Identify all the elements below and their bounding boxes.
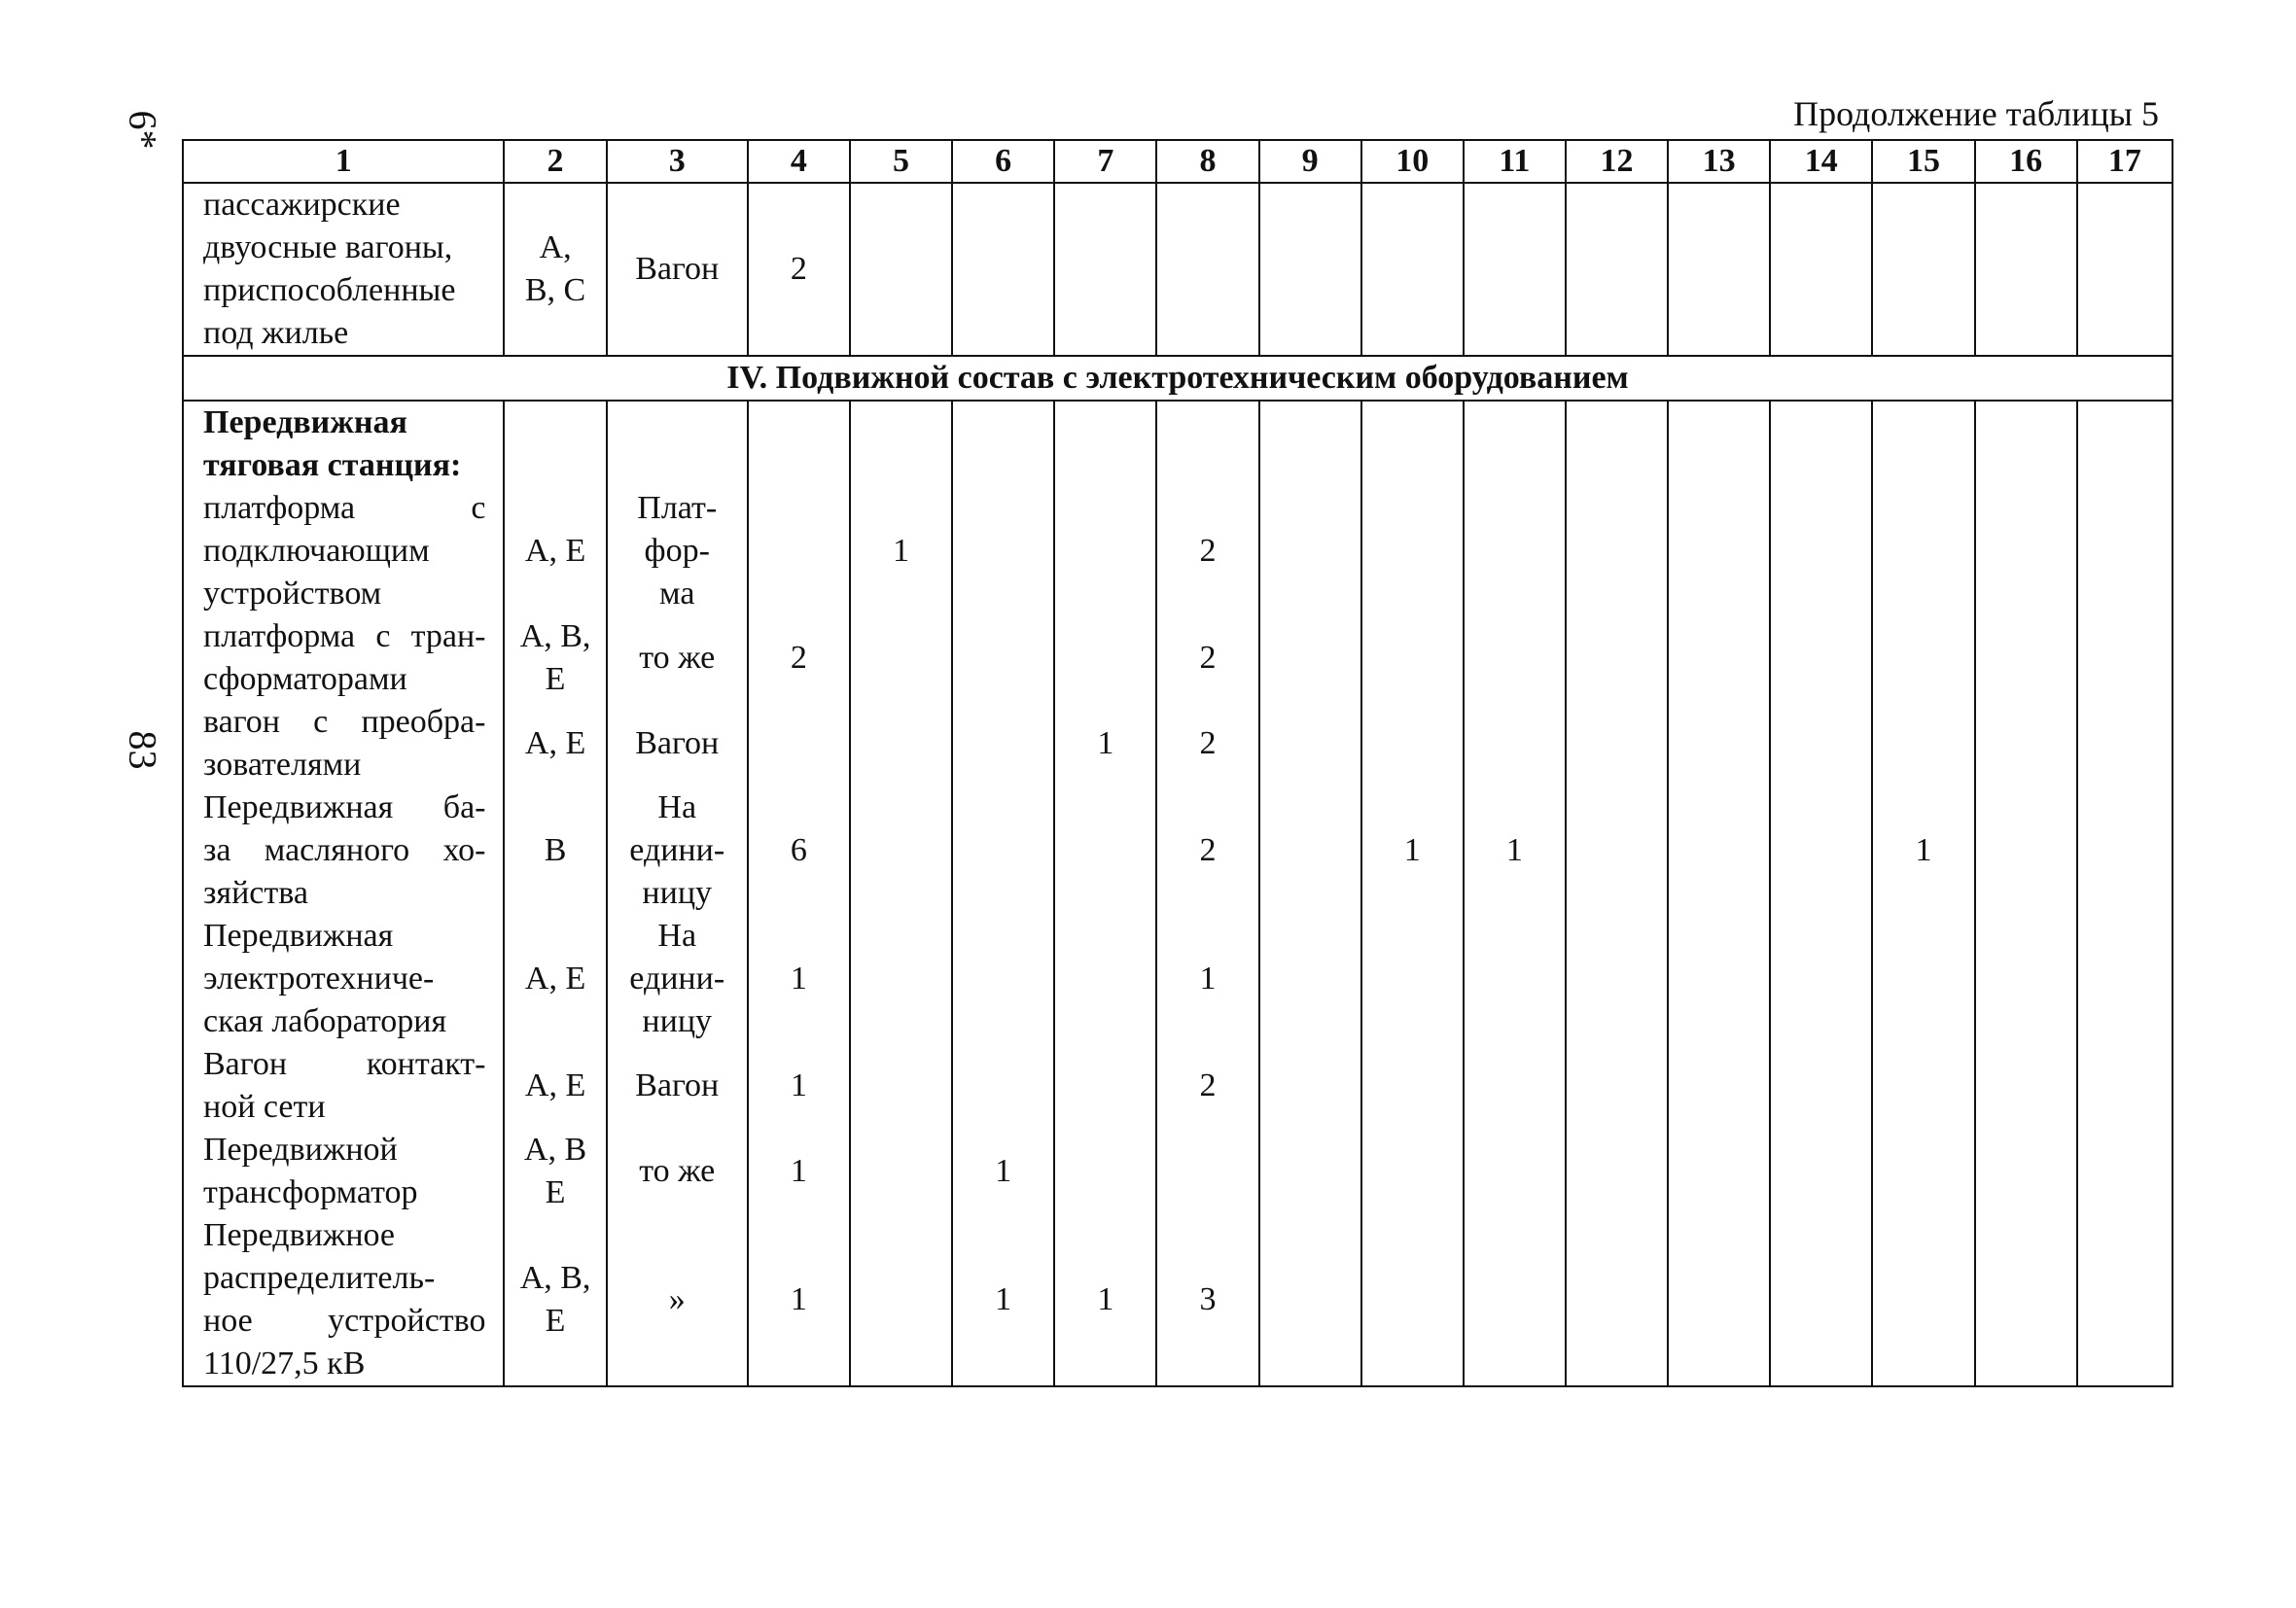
item-value <box>851 487 951 615</box>
item-value <box>749 1214 849 1385</box>
item-value <box>1976 487 2076 615</box>
item-value <box>1055 915 1155 1043</box>
item-value <box>1465 487 1565 615</box>
value-text: 6 <box>790 832 807 868</box>
item-value <box>1669 487 1769 615</box>
item-value <box>1567 1043 1667 1129</box>
name-line: ной сети <box>203 1089 326 1125</box>
item-value <box>1669 915 1769 1043</box>
value-column-7 <box>1054 401 1156 1386</box>
item-value <box>953 701 1053 787</box>
item-value <box>1157 787 1257 915</box>
item-value <box>1771 701 1871 787</box>
item-value <box>1567 615 1667 701</box>
unit-line: то же <box>639 1153 716 1189</box>
item-value <box>749 787 849 915</box>
item-unit <box>608 1214 747 1385</box>
value-column-15 <box>1872 401 1974 1386</box>
code-line: А, Е <box>524 725 586 761</box>
unit-line: Плат- <box>637 490 718 526</box>
item-value <box>953 787 1053 915</box>
name-line: 110/27,5 кВ <box>203 1346 366 1381</box>
item-value <box>1362 1214 1463 1385</box>
item-value <box>1976 1043 2076 1129</box>
item-value <box>1771 615 1871 701</box>
item-value <box>1771 915 1871 1043</box>
column-header-15: 15 <box>1872 140 1974 183</box>
item-value <box>1362 615 1463 701</box>
item-value <box>1771 1129 1871 1214</box>
item-value <box>1157 1129 1257 1214</box>
item-value <box>1260 915 1360 1043</box>
item-value <box>1260 1043 1360 1129</box>
item-value <box>1873 1214 1973 1385</box>
value-text: 1 <box>1403 832 1421 868</box>
item-value <box>1771 1214 1871 1385</box>
item-value <box>1873 915 1973 1043</box>
column-header-11: 11 <box>1464 140 1566 183</box>
item-value <box>1976 1129 2076 1214</box>
unit-line: Вагон <box>635 1067 720 1103</box>
name-line: платформа с тран- <box>203 618 486 654</box>
name-line: ное устройство <box>203 1303 486 1339</box>
code-cell <box>504 183 606 356</box>
item-value <box>1669 1214 1769 1385</box>
item-value <box>851 701 951 787</box>
item-value <box>2078 487 2172 615</box>
unit-line: Вагон <box>635 725 720 761</box>
column-header-9: 9 <box>1259 140 1361 183</box>
value-text: 2 <box>1199 533 1217 569</box>
column-header-3: 3 <box>607 140 748 183</box>
page-number: 83 <box>121 730 165 770</box>
name-line: электротехниче- <box>203 961 435 996</box>
unit-line: На <box>657 918 697 954</box>
item-value <box>1976 615 2076 701</box>
code-line: А, Е <box>524 1067 586 1103</box>
item-value <box>953 615 1053 701</box>
group-title-line: тяговая станция: <box>203 447 462 483</box>
row-name-cell <box>183 401 504 1386</box>
value-text: 1 <box>893 533 910 569</box>
value-text: 2 <box>1199 1067 1217 1103</box>
item-value <box>1873 787 1973 915</box>
name-line: за масляного хо- <box>203 832 486 868</box>
name-line: подключающим <box>203 533 430 569</box>
column-header-7: 7 <box>1054 140 1156 183</box>
code-text: А, В, С <box>524 229 586 308</box>
value-column-4 <box>748 401 850 1386</box>
item-value <box>749 1043 849 1129</box>
item-code <box>505 1214 605 1385</box>
unit-column <box>607 401 748 1386</box>
code-line: Е <box>545 661 566 697</box>
item-unit <box>608 1043 747 1129</box>
section-title: IV. Подвижной состав с электротехническим оборудованием <box>183 356 2172 401</box>
item-value <box>1669 615 1769 701</box>
unit-line: ницу <box>642 1003 713 1039</box>
item-value <box>1260 615 1360 701</box>
item-value <box>1362 701 1463 787</box>
unit-line: ницу <box>642 875 713 911</box>
margin-mark-top: 6* <box>121 110 165 150</box>
unit-line: На <box>657 789 697 825</box>
name-line: зяйства <box>203 875 308 911</box>
item-code <box>505 615 605 701</box>
item-code <box>505 487 605 615</box>
item-value <box>953 915 1053 1043</box>
value-text: 1 <box>1199 961 1217 996</box>
item-value <box>1260 1214 1360 1385</box>
unit-line: фор- <box>644 533 710 569</box>
item-value <box>749 615 849 701</box>
item-unit <box>608 487 747 615</box>
column-header-2: 2 <box>504 140 606 183</box>
table-header-row <box>183 140 2172 183</box>
unit-cell <box>607 183 748 356</box>
item-value <box>1873 1129 1973 1214</box>
item-value <box>1362 787 1463 915</box>
item-name <box>203 915 485 1043</box>
name-line: Передвижной <box>203 1132 398 1168</box>
code-line: Е <box>545 1174 566 1210</box>
value-text: 3 <box>1199 1281 1217 1317</box>
item-value <box>1157 915 1257 1043</box>
item-value <box>1465 1214 1565 1385</box>
section-row <box>183 356 2172 401</box>
unit-line: едини- <box>629 961 725 996</box>
item-value <box>1055 701 1155 787</box>
value-text: 1 <box>790 1153 807 1189</box>
item-value <box>2078 1214 2172 1385</box>
code-line: В <box>544 832 567 868</box>
name-line: Передвижная ба- <box>203 789 486 825</box>
column-header-14: 14 <box>1770 140 1872 183</box>
item-value <box>953 1043 1053 1129</box>
item-code <box>505 1129 605 1214</box>
item-value <box>1055 615 1155 701</box>
item-value <box>1157 487 1257 615</box>
code-line: А, В <box>523 1132 587 1168</box>
item-value <box>1976 915 2076 1043</box>
item-value <box>1567 1214 1667 1385</box>
item-value <box>2078 701 2172 787</box>
item-value <box>1260 701 1360 787</box>
item-value <box>749 1129 849 1214</box>
row-name-cell <box>183 183 504 356</box>
unit-line: едини- <box>629 832 725 868</box>
name-line: Вагон контакт- <box>203 1046 486 1082</box>
item-value <box>1362 915 1463 1043</box>
item-code <box>505 915 605 1043</box>
item-value <box>2078 615 2172 701</box>
item-value <box>1055 1214 1155 1385</box>
name-line: двуосные вагоны, <box>203 229 453 265</box>
item-value <box>1055 487 1155 615</box>
item-value <box>851 915 951 1043</box>
item-value <box>1771 1043 1871 1129</box>
column-header-17: 17 <box>2077 140 2172 183</box>
name-line: платформа с <box>203 490 486 526</box>
item-value <box>749 915 849 1043</box>
name-line: устройством <box>203 576 382 612</box>
item-value <box>1055 787 1155 915</box>
item-name <box>203 487 485 615</box>
item-value <box>851 615 951 701</box>
value-text: 1 <box>790 1067 807 1103</box>
item-value <box>1157 1214 1257 1385</box>
item-value <box>1260 1129 1360 1214</box>
name-line: зователями <box>203 747 362 783</box>
unit-line: то же <box>639 640 716 676</box>
item-name <box>203 787 485 915</box>
item-value <box>1465 787 1565 915</box>
column-header-1: 1 <box>183 140 504 183</box>
value-text: 1 <box>790 961 807 996</box>
item-value <box>851 1129 951 1214</box>
item-value <box>1873 1043 1973 1129</box>
value-text: 2 <box>1199 725 1217 761</box>
item-value <box>851 1214 951 1385</box>
item-value <box>1669 1043 1769 1129</box>
data-table <box>182 139 2173 1387</box>
value-text: 1 <box>790 1281 807 1317</box>
name-line: распределитель- <box>203 1260 436 1296</box>
value-column-10 <box>1361 401 1464 1386</box>
item-unit <box>608 615 747 701</box>
value-column-13 <box>1668 401 1770 1386</box>
item-value <box>1976 1214 2076 1385</box>
value-column-14 <box>1770 401 1872 1386</box>
item-value <box>1669 701 1769 787</box>
column-header-10: 10 <box>1361 140 1464 183</box>
item-value <box>1055 1129 1155 1214</box>
item-value <box>953 1214 1053 1385</box>
code-line: А, В, <box>519 618 591 654</box>
code-line: А, Е <box>524 961 586 996</box>
value-text: 2 <box>790 251 807 287</box>
value-column-9 <box>1259 401 1361 1386</box>
item-value <box>1669 1129 1769 1214</box>
value-text: 2 <box>1199 640 1217 676</box>
item-unit <box>608 915 747 1043</box>
item-value <box>1567 915 1667 1043</box>
item-value <box>1465 1043 1565 1129</box>
item-value <box>1260 787 1360 915</box>
item-value <box>1567 787 1667 915</box>
item-value <box>1362 1129 1463 1214</box>
column-header-4: 4 <box>748 140 850 183</box>
item-value <box>1157 615 1257 701</box>
item-value <box>953 1129 1053 1214</box>
item-value <box>1465 701 1565 787</box>
item-value <box>1465 1129 1565 1214</box>
name-line: Передвижная <box>203 918 394 954</box>
item-value <box>851 787 951 915</box>
value-column-11 <box>1464 401 1566 1386</box>
item-value <box>1362 487 1463 615</box>
item-value <box>1157 1043 1257 1129</box>
item-value <box>1873 615 1973 701</box>
item-value <box>1567 701 1667 787</box>
item-value <box>749 701 849 787</box>
value-text: 1 <box>1915 832 1932 868</box>
item-value <box>1873 701 1973 787</box>
item-value <box>1771 787 1871 915</box>
item-value <box>2078 915 2172 1043</box>
value-text: 1 <box>995 1153 1012 1189</box>
column-header-8: 8 <box>1156 140 1258 183</box>
item-name <box>203 1043 485 1129</box>
table-caption: Продолжение таблицы 5 <box>1793 94 2159 133</box>
name-line: вагон с преобра- <box>203 704 486 740</box>
item-value <box>1567 487 1667 615</box>
item-value <box>2078 1043 2172 1129</box>
code-line: А, В, <box>519 1260 591 1296</box>
item-unit <box>608 787 747 915</box>
value-text: 1 <box>1097 725 1114 761</box>
item-name <box>203 701 485 787</box>
name-line: под жилье <box>203 315 349 351</box>
unit-text: Вагон <box>635 251 720 287</box>
item-unit <box>608 701 747 787</box>
item-name <box>203 1129 485 1214</box>
item-value <box>1669 787 1769 915</box>
item-value <box>1976 701 2076 787</box>
item-value <box>1771 487 1871 615</box>
value-text: 1 <box>995 1281 1012 1317</box>
value-cell <box>748 183 850 356</box>
code-line: А, Е <box>524 533 586 569</box>
value-column-16 <box>1975 401 2077 1386</box>
value-text: 1 <box>1097 1281 1114 1317</box>
item-value <box>2078 787 2172 915</box>
item-code <box>505 1043 605 1129</box>
item-value <box>1465 915 1565 1043</box>
unit-line: » <box>668 1281 686 1317</box>
item-value <box>2078 1129 2172 1214</box>
value-column-12 <box>1566 401 1668 1386</box>
item-value <box>1873 487 1973 615</box>
item-value <box>1157 701 1257 787</box>
item-value <box>1055 1043 1155 1129</box>
group-title-line: Передвижная <box>203 404 407 440</box>
item-code <box>505 701 605 787</box>
name-line: трансформатор <box>203 1174 418 1210</box>
name-line: пассажирские <box>203 187 401 223</box>
item-value <box>953 487 1053 615</box>
value-column-5 <box>850 401 952 1386</box>
value-text: 1 <box>1505 832 1523 868</box>
column-header-5: 5 <box>850 140 952 183</box>
item-value <box>749 487 849 615</box>
name-line: Передвижное <box>203 1217 396 1253</box>
column-header-6: 6 <box>952 140 1054 183</box>
item-name <box>203 615 485 701</box>
value-column-17 <box>2077 401 2172 1386</box>
name-line: ская лаборатория <box>203 1003 447 1039</box>
item-code <box>505 787 605 915</box>
value-text: 2 <box>1199 832 1217 868</box>
item-value <box>1465 615 1565 701</box>
item-value <box>851 1043 951 1129</box>
column-header-12: 12 <box>1566 140 1668 183</box>
value-text: 2 <box>790 640 807 676</box>
code-line: Е <box>545 1303 566 1339</box>
item-value <box>1260 487 1360 615</box>
item-value <box>1362 1043 1463 1129</box>
code-column <box>504 401 606 1386</box>
value-column-8 <box>1156 401 1258 1386</box>
item-name <box>203 1214 485 1385</box>
table-row <box>183 401 2172 1386</box>
unit-line: ма <box>659 576 695 612</box>
column-header-16: 16 <box>1975 140 2077 183</box>
column-header-13: 13 <box>1668 140 1770 183</box>
item-value <box>1567 1129 1667 1214</box>
value-column-6 <box>952 401 1054 1386</box>
table-row <box>183 183 2172 356</box>
item-value <box>1976 787 2076 915</box>
name-line: сформаторами <box>203 661 407 697</box>
name-line: приспособленные <box>203 272 456 308</box>
item-unit <box>608 1129 747 1214</box>
